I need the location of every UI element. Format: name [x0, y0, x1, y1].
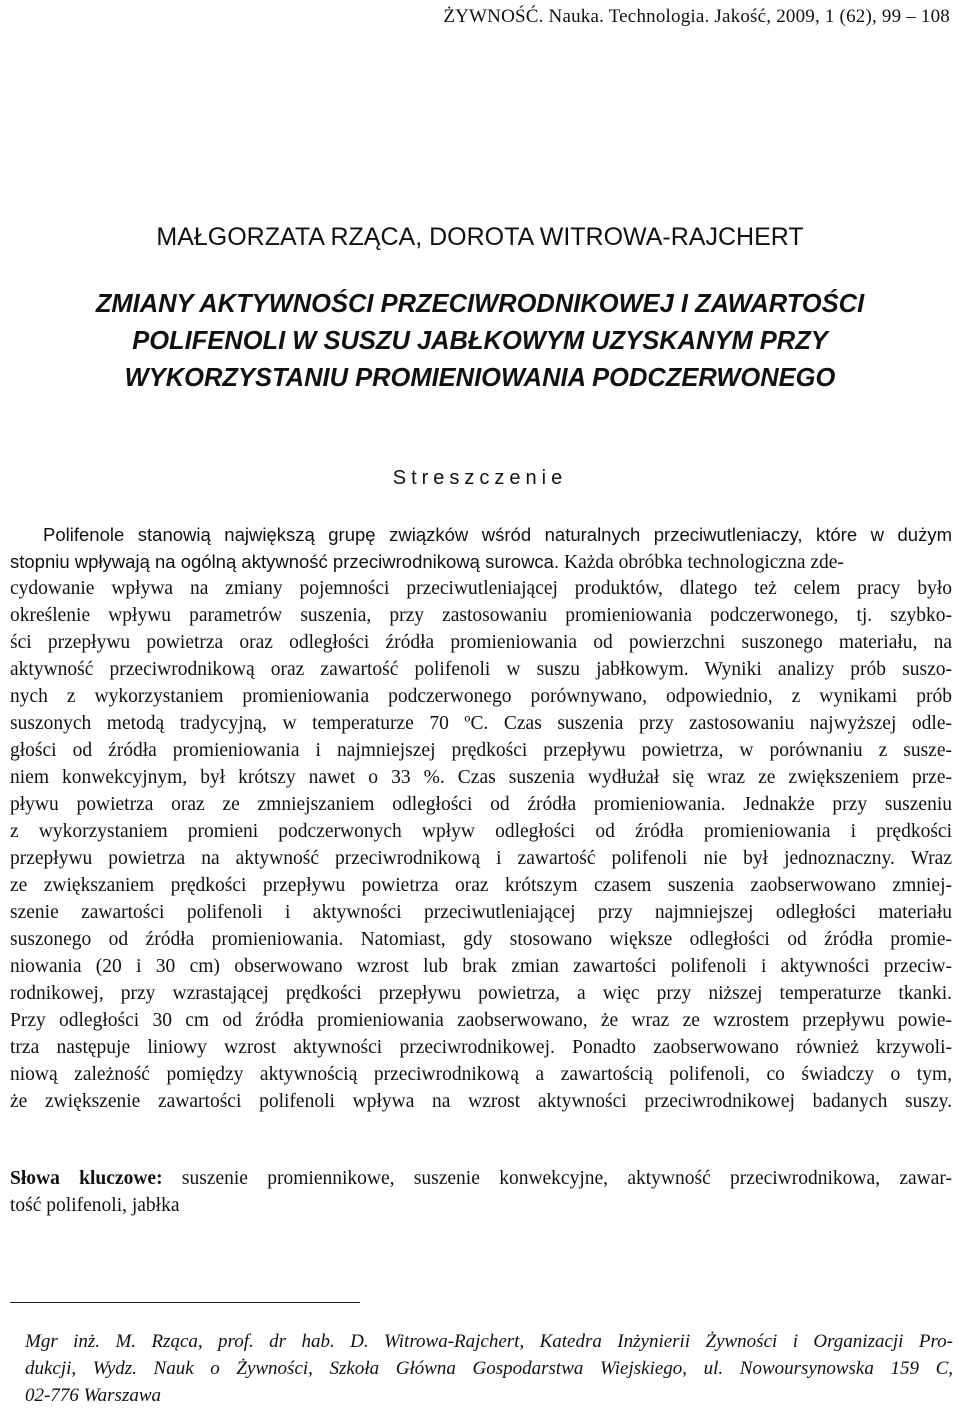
- abstract-line: ze zwiększaniem prędkości przepływu powietrza oraz krótszym czasem suszenia zaobserwowano zmniej-: [10, 875, 952, 896]
- abstract-line: że zwiększenie zawartości polifenoli wpływa na wzrost aktywności przeciwrodnikowej badanych suszy.: [10, 1091, 952, 1112]
- abstract-segment: stopniu wpływają na ogólną aktywność przeciwrodnikową surowca.: [10, 551, 560, 572]
- title-line: WYKORZYSTANIU PROMIENIOWANIA PODCZERWONEGO: [124, 364, 836, 392]
- abstract-line: suszonego od źródła promieniowania. Natomiast, gdy stosowano większe odległości od źródła promie-: [10, 929, 952, 950]
- abstract-line: [10, 548, 952, 575]
- footnote-line: Mgr inż. M. Rząca, prof. dr hab. D. Witrowa-Rajchert, Katedra Inżynierii Żywności i Organizacji Pro-: [25, 1331, 953, 1352]
- keywords-line: tość polifenoli, jabłka: [10, 1195, 180, 1216]
- abstract-line: niową zależność pomiędzy aktywnością przeciwrodnikową a zawartością polifenoli, co świadczy o tym,: [10, 1064, 952, 1085]
- abstract-line: Przy odległości 30 cm od źródła promieniowania zaobserwowano, że wraz ze wzrostem przepływu powie-: [10, 1010, 952, 1031]
- abstract-line: określenie wpływu parametrów suszenia, przy zastosowaniu promieniowania podczerwonego, tj. szybko-: [10, 605, 952, 626]
- paper-title: [10, 286, 950, 397]
- abstract-line: [10, 1115, 952, 1142]
- abstract-line: niem konwekcyjnym, był krótszy nawet o 33 %. Czas suszenia wydłużał się wraz ze zwiększeniem prze-: [10, 767, 952, 788]
- keywords-label: Słowa kluczowe:: [10, 1168, 163, 1189]
- abstract-line: przepływu powietrza na aktywność przeciwrodnikową i zawartość polifenoli nie był jednoznaczny. Wraz: [10, 848, 952, 869]
- keywords: [10, 1165, 952, 1219]
- title-line: POLIFENOLI W SUSZU JABŁKOWYM UZYSKANYM PRZY: [132, 327, 828, 355]
- abstract-line: głości od źródła promieniowania i najmniejszej prędkości przepływu powietrza, w porównaniu z susze-: [10, 740, 952, 761]
- abstract-line: suszonych metodą tradycyjną, w temperaturze 70 ºC. Czas suszenia przy zastosowaniu najwyższej odle-: [10, 713, 952, 734]
- abstract-heading: Streszczenie: [392, 467, 568, 489]
- abstract-line: rodnikowej, przy wzrastającej prędkości przepływu powietrza, a więc przy niższej temperaturze tkanki.: [10, 983, 952, 1004]
- abstract-line: ści przepływu powietrza oraz odległości źródła promieniowania od powierzchni suszonego materiału, na: [10, 632, 952, 653]
- footnote-line: 02-776 Warszawa: [25, 1385, 162, 1406]
- abstract-line: aktywność przeciwrodnikową oraz zawartość polifenoli w suszu jabłkowym. Wyniki analizy prób suszo-: [10, 659, 952, 680]
- journal-header: ŻYWNOŚĆ. Nauka. Technologia. Jakość, 2009, 1 (62), 99 – 108: [443, 6, 950, 27]
- footnote-line: dukcji, Wydz. Nauk o Żywności, Szkoła Główna Gospodarstwa Wiejskiego, ul. Nowoursynowska 159 C,: [25, 1358, 953, 1379]
- abstract-line: szenie zawartości polifenoli i aktywności przeciwutleniającej przy najmniejszej odległości materiału: [10, 902, 952, 923]
- author-affiliation-footnote: [25, 1328, 953, 1409]
- abstract-line: Polifenole stanowią największą grupę związków wśród naturalnych przeciwutleniaczy, które w dużym: [43, 524, 952, 545]
- abstract-line: niowania (20 i 30 cm) obserwowano wzrost lub brak zmian zawartości polifenoli i aktywności przeciw-: [10, 956, 952, 977]
- abstract-line: pływu powietrza oraz ze zmniejszaniem odległości od źródła promieniowania. Jednakże przy suszeniu: [10, 794, 952, 815]
- abstract-line: z wykorzystaniem promieni podczerwonych wpływ odległości od źródła promieniowania i prędkości: [10, 821, 952, 842]
- abstract-line: cydowanie wpływa na zmiany pojemności przeciwutleniającej produktów, dlatego też celem pracy było: [10, 578, 952, 599]
- title-line: ZMIANY AKTYWNOŚCI PRZECIWRODNIKOWEJ I ZAWARTOŚCI: [95, 290, 865, 318]
- keywords-text: suszenie promiennikowe, suszenie konwekcyjne, aktywność przeciwrodnikowa, zawar-: [181, 1168, 952, 1189]
- footnote-divider: [10, 1302, 360, 1303]
- abstract-line: nych z wykorzystaniem promieniowania podczerwonego porównywano, odpowiednio, z wynikami prób: [10, 686, 952, 707]
- abstract: [10, 521, 952, 1142]
- abstract-segment: Każda obróbka technologiczna zde-: [564, 552, 844, 573]
- authors: MAŁGORZATA RZĄCA, DOROTA WITROWA-RAJCHERT: [156, 223, 804, 251]
- keywords-line: [10, 1165, 952, 1192]
- abstract-line: trza następuje liniowy wzrost aktywności przeciwrodnikowej. Ponadto zaobserwowano również krzywoli-: [10, 1037, 952, 1058]
